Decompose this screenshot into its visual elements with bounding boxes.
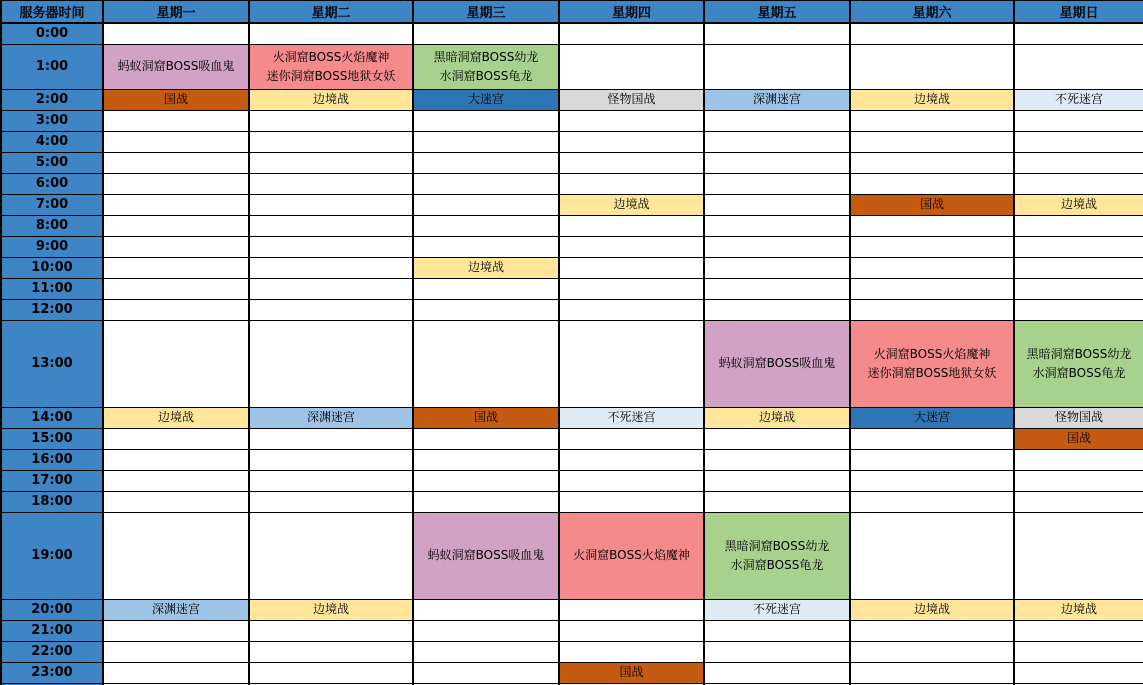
empty-cell xyxy=(249,449,413,470)
event-label: 国战 xyxy=(163,92,188,107)
schedule-row xyxy=(1,236,1143,257)
event-label: 边境战 xyxy=(1060,602,1097,617)
event-label: 不死迷宫 xyxy=(1054,92,1103,107)
schedule-row xyxy=(1,131,1143,152)
empty-cell xyxy=(103,278,249,299)
empty-cell xyxy=(850,470,1014,491)
event-label: 国战 xyxy=(1066,431,1091,446)
header-row xyxy=(1,1,1143,24)
event-label: 国战 xyxy=(919,197,944,212)
empty-cell xyxy=(249,110,413,131)
event-label: 边境战 xyxy=(613,197,650,212)
event-cell-wed-1000 xyxy=(413,257,559,278)
empty-cell xyxy=(103,194,249,215)
empty-cell xyxy=(850,131,1014,152)
time-label: 8:00 xyxy=(1,215,103,236)
event-cell-mon-2000 xyxy=(103,599,249,620)
empty-cell xyxy=(249,620,413,641)
empty-cell xyxy=(103,257,249,278)
empty-cell xyxy=(103,470,249,491)
empty-cell xyxy=(249,131,413,152)
empty-cell xyxy=(413,110,559,131)
event-cell-mon-1400 xyxy=(103,407,249,428)
day-header-sat: 星期六 xyxy=(850,1,1014,24)
empty-cell xyxy=(559,152,704,173)
empty-cell xyxy=(413,428,559,449)
empty-cell xyxy=(559,299,704,320)
empty-cell xyxy=(850,299,1014,320)
empty-cell xyxy=(413,215,559,236)
empty-cell xyxy=(559,215,704,236)
empty-cell xyxy=(704,152,850,173)
event-label: 国战 xyxy=(473,410,498,425)
empty-cell xyxy=(249,215,413,236)
event-cell-wed-200 xyxy=(413,89,559,110)
time-label: 17:00 xyxy=(1,470,103,491)
empty-cell xyxy=(850,662,1014,683)
empty-cell xyxy=(850,215,1014,236)
event-cell-sat-1400 xyxy=(850,407,1014,428)
event-label: 水洞窟BOSS龟龙 xyxy=(1032,365,1126,380)
event-cell-mon-100 xyxy=(103,44,249,89)
schedule-row xyxy=(1,23,1143,44)
empty-cell xyxy=(103,620,249,641)
empty-cell xyxy=(249,278,413,299)
event-cell-thu-2300 xyxy=(559,662,704,683)
empty-cell xyxy=(559,257,704,278)
empty-cell xyxy=(249,173,413,194)
event-cell-sun-700 xyxy=(1014,194,1143,215)
event-cell-sat-700 xyxy=(850,194,1014,215)
empty-cell xyxy=(103,173,249,194)
empty-cell xyxy=(850,491,1014,512)
event-cell-sun-1500 xyxy=(1014,428,1143,449)
empty-cell xyxy=(559,278,704,299)
schedule-row xyxy=(1,215,1143,236)
empty-cell xyxy=(1014,44,1143,89)
empty-cell xyxy=(850,44,1014,89)
empty-cell xyxy=(850,620,1014,641)
empty-cell xyxy=(249,320,413,407)
event-label: 边境战 xyxy=(758,410,795,425)
event-cell-sat-200 xyxy=(850,89,1014,110)
empty-cell xyxy=(1014,641,1143,662)
event-cell-mon-200 xyxy=(103,89,249,110)
empty-cell xyxy=(559,131,704,152)
empty-cell xyxy=(103,131,249,152)
empty-cell xyxy=(704,491,850,512)
empty-cell xyxy=(413,641,559,662)
empty-cell xyxy=(1014,215,1143,236)
event-cell-wed-100 xyxy=(413,44,559,89)
empty-cell xyxy=(704,449,850,470)
empty-cell xyxy=(413,278,559,299)
event-cell-sat-2000 xyxy=(850,599,1014,620)
empty-cell xyxy=(850,449,1014,470)
empty-cell xyxy=(413,152,559,173)
event-label: 边境战 xyxy=(1060,197,1097,212)
time-label: 9:00 xyxy=(1,236,103,257)
time-label: 6:00 xyxy=(1,173,103,194)
day-header-mon: 星期一 xyxy=(103,1,249,24)
empty-cell xyxy=(1014,173,1143,194)
empty-cell xyxy=(850,512,1014,599)
empty-cell xyxy=(850,641,1014,662)
schedule-row xyxy=(1,173,1143,194)
empty-cell xyxy=(249,236,413,257)
event-label: 迷你洞窟BOSS地狱女妖 xyxy=(867,365,997,380)
event-cell-fri-1900 xyxy=(704,512,850,599)
event-label: 火洞窟BOSS火焰魔神 xyxy=(573,548,690,563)
empty-cell xyxy=(103,236,249,257)
empty-cell xyxy=(249,491,413,512)
time-label: 22:00 xyxy=(1,641,103,662)
event-cell-thu-1900 xyxy=(559,512,704,599)
event-cell-fri-200 xyxy=(704,89,850,110)
time-label: 5:00 xyxy=(1,152,103,173)
empty-cell xyxy=(249,299,413,320)
day-header-sun: 星期日 xyxy=(1014,1,1143,24)
empty-cell xyxy=(850,173,1014,194)
event-cell-thu-200 xyxy=(559,89,704,110)
empty-cell xyxy=(249,257,413,278)
event-cell-thu-1400 xyxy=(559,407,704,428)
time-label: 3:00 xyxy=(1,110,103,131)
empty-cell xyxy=(413,236,559,257)
day-header-tue: 星期二 xyxy=(249,1,413,24)
empty-cell xyxy=(704,173,850,194)
empty-cell xyxy=(249,512,413,599)
event-label: 不死迷宫 xyxy=(607,410,656,425)
empty-cell xyxy=(249,194,413,215)
event-label: 边境战 xyxy=(913,92,950,107)
event-label: 大迷宫 xyxy=(467,92,504,107)
event-cell-fri-2000 xyxy=(704,599,850,620)
server-time-header: 服务器时间 xyxy=(1,1,103,24)
empty-cell xyxy=(850,23,1014,44)
empty-cell xyxy=(704,620,850,641)
event-label: 深渊迷宫 xyxy=(151,602,200,617)
empty-cell xyxy=(413,620,559,641)
empty-cell xyxy=(704,428,850,449)
schedule-row xyxy=(1,599,1143,620)
time-label: 7:00 xyxy=(1,194,103,215)
empty-cell xyxy=(559,491,704,512)
schedule-row xyxy=(1,44,1143,89)
event-label: 火洞窟BOSS火焰魔神 xyxy=(873,346,991,361)
event-label: 迷你洞窟BOSS地狱女妖 xyxy=(266,68,396,83)
time-label: 2:00 xyxy=(1,89,103,110)
schedule-row xyxy=(1,278,1143,299)
event-label: 边境战 xyxy=(467,260,504,275)
event-label: 蚂蚁洞窟BOSS吸血鬼 xyxy=(718,356,836,371)
time-label: 19:00 xyxy=(1,512,103,599)
schedule-row xyxy=(1,257,1143,278)
empty-cell xyxy=(103,110,249,131)
schedule-row xyxy=(1,491,1143,512)
empty-cell xyxy=(103,491,249,512)
empty-cell xyxy=(103,512,249,599)
event-label: 边境战 xyxy=(312,602,349,617)
empty-cell xyxy=(704,23,850,44)
empty-cell xyxy=(103,320,249,407)
event-label: 大迷宫 xyxy=(913,410,950,425)
schedule-row xyxy=(1,89,1143,110)
schedule-row xyxy=(1,449,1143,470)
empty-cell xyxy=(850,257,1014,278)
day-header-thu: 星期四 xyxy=(559,1,704,24)
empty-cell xyxy=(704,470,850,491)
empty-cell xyxy=(559,449,704,470)
event-cell-thu-700 xyxy=(559,194,704,215)
event-cell-sun-1300 xyxy=(1014,320,1143,407)
event-label: 黑暗洞窟BOSS幼龙 xyxy=(433,49,539,64)
empty-cell xyxy=(1014,278,1143,299)
empty-cell xyxy=(1014,299,1143,320)
empty-cell xyxy=(559,641,704,662)
event-label: 怪物国战 xyxy=(1054,410,1103,425)
time-label: 18:00 xyxy=(1,491,103,512)
empty-cell xyxy=(249,641,413,662)
event-label: 黑暗洞窟BOSS幼龙 xyxy=(1026,346,1132,361)
empty-cell xyxy=(850,110,1014,131)
time-label: 10:00 xyxy=(1,257,103,278)
event-label: 火洞窟BOSS火焰魔神 xyxy=(272,49,390,64)
empty-cell xyxy=(1014,110,1143,131)
empty-cell xyxy=(249,662,413,683)
empty-cell xyxy=(559,23,704,44)
event-label: 蚂蚁洞窟BOSS吸血鬼 xyxy=(427,548,545,563)
empty-cell xyxy=(249,470,413,491)
event-cell-wed-1900 xyxy=(413,512,559,599)
time-label: 0:00 xyxy=(1,23,103,44)
time-label: 12:00 xyxy=(1,299,103,320)
day-header-fri: 星期五 xyxy=(704,1,850,24)
schedule-row xyxy=(1,299,1143,320)
empty-cell xyxy=(103,641,249,662)
schedule-row xyxy=(1,428,1143,449)
event-label: 边境战 xyxy=(157,410,194,425)
empty-cell xyxy=(559,320,704,407)
empty-cell xyxy=(413,320,559,407)
empty-cell xyxy=(559,620,704,641)
empty-cell xyxy=(103,215,249,236)
empty-cell xyxy=(559,428,704,449)
empty-cell xyxy=(704,44,850,89)
empty-cell xyxy=(103,23,249,44)
empty-cell xyxy=(103,299,249,320)
time-label: 11:00 xyxy=(1,278,103,299)
empty-cell xyxy=(559,470,704,491)
empty-cell xyxy=(1014,620,1143,641)
time-label: 13:00 xyxy=(1,320,103,407)
schedule-row xyxy=(1,641,1143,662)
empty-cell xyxy=(249,23,413,44)
event-label: 蚂蚁洞窟BOSS吸血鬼 xyxy=(117,59,235,74)
event-cell-sun-1400 xyxy=(1014,407,1143,428)
empty-cell xyxy=(704,662,850,683)
empty-cell xyxy=(413,173,559,194)
schedule-row xyxy=(1,470,1143,491)
empty-cell xyxy=(1014,23,1143,44)
empty-cell xyxy=(1014,491,1143,512)
event-cell-wed-1400 xyxy=(413,407,559,428)
empty-cell xyxy=(704,194,850,215)
empty-cell xyxy=(249,428,413,449)
event-cell-sun-2000 xyxy=(1014,599,1143,620)
empty-cell xyxy=(850,428,1014,449)
empty-cell xyxy=(413,194,559,215)
empty-cell xyxy=(704,131,850,152)
empty-cell xyxy=(704,257,850,278)
empty-cell xyxy=(1014,257,1143,278)
event-label: 水洞窟BOSS龟龙 xyxy=(439,68,533,83)
empty-cell xyxy=(704,215,850,236)
event-cell-sat-1300 xyxy=(850,320,1014,407)
empty-cell xyxy=(413,449,559,470)
empty-cell xyxy=(103,449,249,470)
empty-cell xyxy=(1014,470,1143,491)
time-label: 15:00 xyxy=(1,428,103,449)
empty-cell xyxy=(559,110,704,131)
empty-cell xyxy=(413,491,559,512)
event-label: 边境战 xyxy=(312,92,349,107)
schedule-row xyxy=(1,662,1143,683)
day-header-wed: 星期三 xyxy=(413,1,559,24)
event-label: 边境战 xyxy=(913,602,950,617)
schedule-row xyxy=(1,110,1143,131)
empty-cell xyxy=(559,236,704,257)
event-label: 深渊迷宫 xyxy=(752,92,801,107)
empty-cell xyxy=(559,44,704,89)
event-label: 不死迷宫 xyxy=(752,602,801,617)
event-label: 水洞窟BOSS龟龙 xyxy=(730,557,824,572)
empty-cell xyxy=(1014,152,1143,173)
empty-cell xyxy=(103,428,249,449)
empty-cell xyxy=(559,599,704,620)
empty-cell xyxy=(704,299,850,320)
event-label: 黑暗洞窟BOSS幼龙 xyxy=(724,538,830,553)
empty-cell xyxy=(559,173,704,194)
empty-cell xyxy=(1014,449,1143,470)
empty-cell xyxy=(413,23,559,44)
event-label: 深渊迷宫 xyxy=(306,410,355,425)
empty-cell xyxy=(850,236,1014,257)
schedule-row xyxy=(1,194,1143,215)
time-label: 1:00 xyxy=(1,44,103,89)
empty-cell xyxy=(704,641,850,662)
empty-cell xyxy=(704,278,850,299)
empty-cell xyxy=(1014,131,1143,152)
event-cell-fri-1400 xyxy=(704,407,850,428)
empty-cell xyxy=(704,236,850,257)
event-cell-fri-1300 xyxy=(704,320,850,407)
empty-cell xyxy=(249,152,413,173)
time-label: 23:00 xyxy=(1,662,103,683)
empty-cell xyxy=(413,299,559,320)
time-label: 14:00 xyxy=(1,407,103,428)
empty-cell xyxy=(103,662,249,683)
empty-cell xyxy=(103,152,249,173)
empty-cell xyxy=(1014,512,1143,599)
event-cell-sun-200 xyxy=(1014,89,1143,110)
time-label: 20:00 xyxy=(1,599,103,620)
event-cell-tue-1400 xyxy=(249,407,413,428)
empty-cell xyxy=(1014,236,1143,257)
schedule-row xyxy=(1,320,1143,407)
time-label: 16:00 xyxy=(1,449,103,470)
empty-cell xyxy=(850,152,1014,173)
event-label: 怪物国战 xyxy=(607,92,656,107)
schedule-row xyxy=(1,620,1143,641)
event-cell-tue-100 xyxy=(249,44,413,89)
event-cell-tue-2000 xyxy=(249,599,413,620)
empty-cell xyxy=(413,662,559,683)
schedule-row xyxy=(1,152,1143,173)
empty-cell xyxy=(413,470,559,491)
event-label: 国战 xyxy=(619,665,644,680)
time-label: 4:00 xyxy=(1,131,103,152)
schedule-row xyxy=(1,512,1143,599)
schedule-row xyxy=(1,407,1143,428)
empty-cell xyxy=(1014,662,1143,683)
empty-cell xyxy=(704,110,850,131)
time-label: 21:00 xyxy=(1,620,103,641)
empty-cell xyxy=(850,278,1014,299)
event-cell-tue-200 xyxy=(249,89,413,110)
empty-cell xyxy=(413,599,559,620)
empty-cell xyxy=(413,131,559,152)
